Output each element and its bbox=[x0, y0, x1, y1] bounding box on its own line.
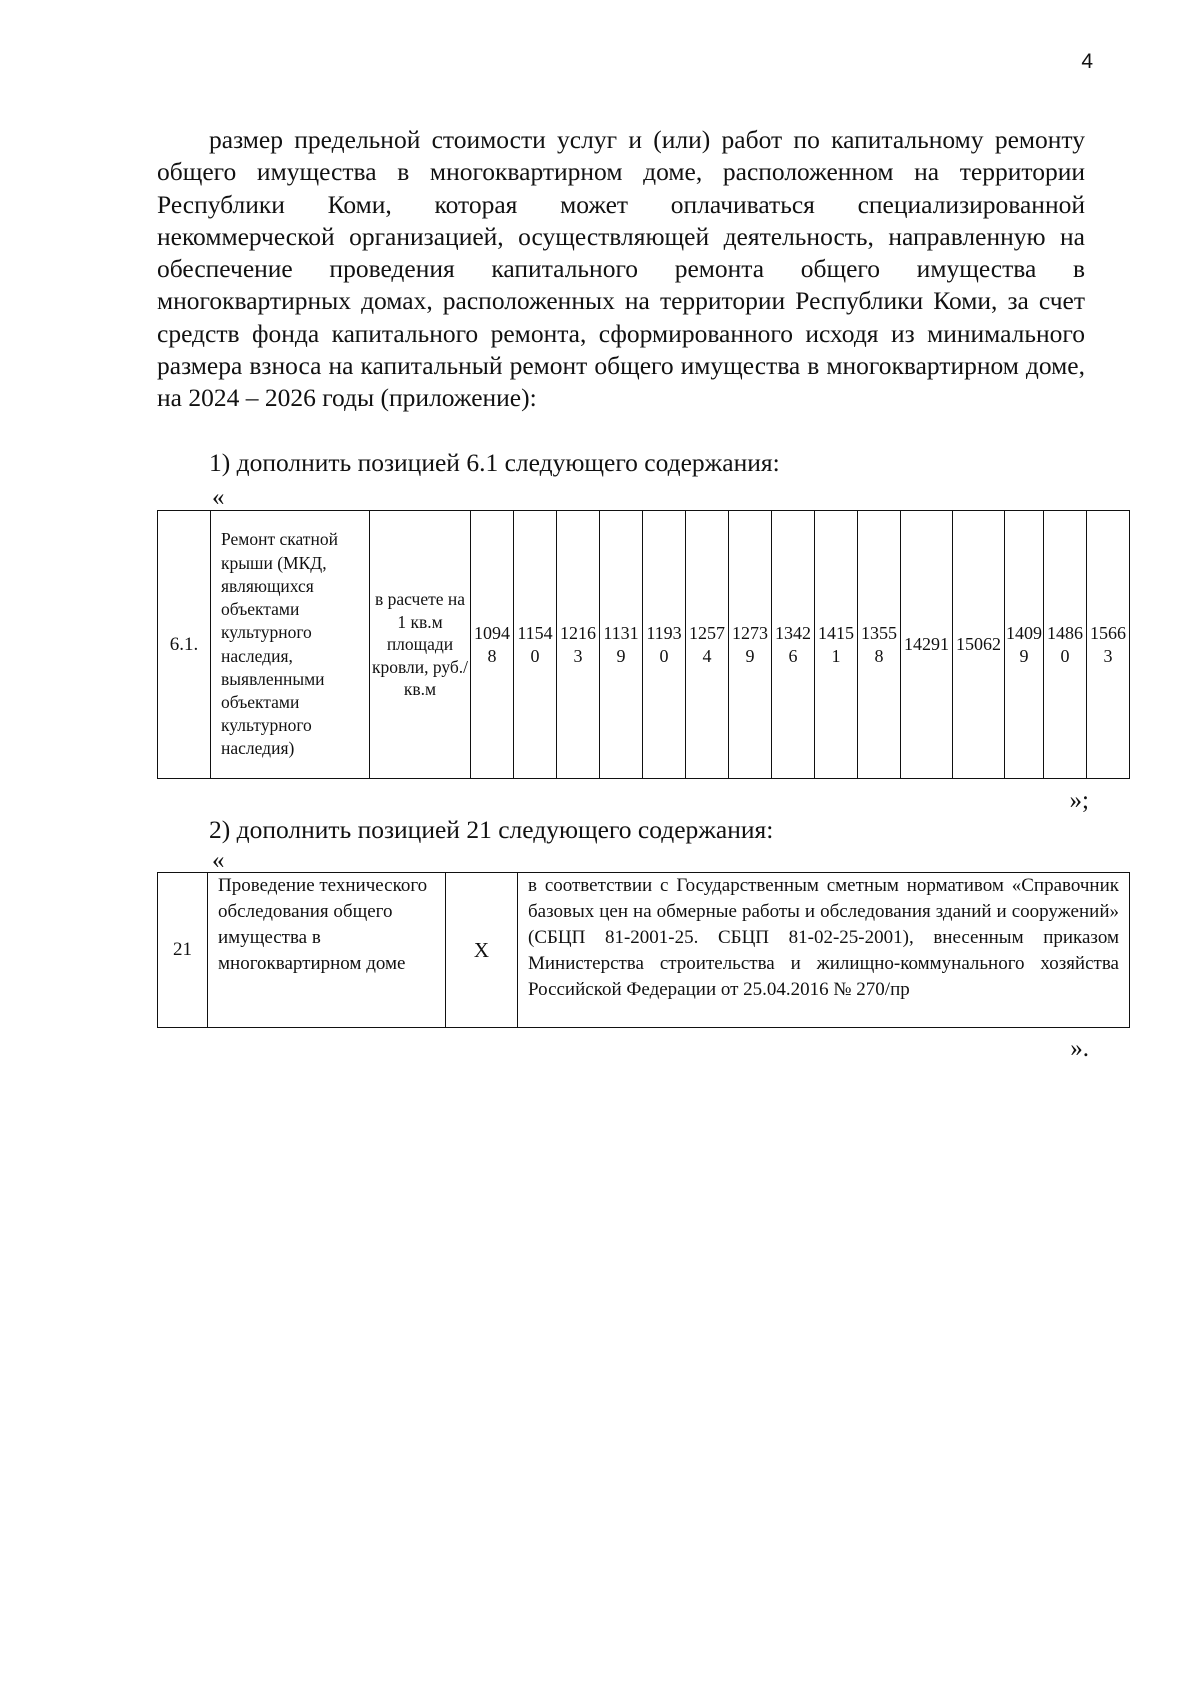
value-cell bbox=[471, 511, 514, 779]
item2-close-quote: ». bbox=[1070, 1035, 1089, 1062]
value-text: 13426 bbox=[775, 622, 811, 666]
value-text: 15663 bbox=[1090, 622, 1126, 666]
value-cell bbox=[901, 511, 953, 779]
item2-text: 2) дополнить позицией 21 следующего содержания: bbox=[209, 815, 774, 844]
value-cell bbox=[686, 511, 729, 779]
value-text: 13558 bbox=[861, 622, 897, 666]
row-name: Проведение технического обследования общего имущества в многоквартирном доме bbox=[208, 873, 446, 1028]
value-text: 14860 bbox=[1047, 622, 1083, 666]
position-21-table bbox=[157, 872, 1130, 1028]
item1-open-quote: « bbox=[212, 484, 225, 511]
value-cell bbox=[953, 511, 1005, 779]
value-text: 11319 bbox=[603, 622, 639, 666]
row-description: в соответствии с Государственным сметным нормативом «Справочник базовых цен на обмерные работы и обследования зданий и сооружений» (СБЦП 81-2001-25. СБЦП 81-02-25-2001), внесенным приказом Министерства строительства и жилищно-коммунального хозяйства Российской Федерации от 25.04.2016 № 270/пр bbox=[518, 873, 1130, 1028]
position-6-1-table bbox=[157, 510, 1130, 779]
value-text: 14099 bbox=[1006, 622, 1042, 666]
value-cell bbox=[600, 511, 643, 779]
intro-paragraph: размер предельной стоимости услуг и (или) работ по капитальному ремонту общего имущества в многоквартирном доме, расположенном на территории Республики Коми, которая может оплачиваться специализированной некоммерческой организацией, осуществляющей деятельность, направленную на обеспечение проведения капитального ремонта общего имущества в многоквартирных домах, расположенных на территории Республики Коми, за счет средств фонда капитального ремонта, сформированного исходя из минимального размера взноса на капитальный ремонт общего имущества в многоквартирном доме, на 2024 – 2026 годы (приложение): bbox=[157, 125, 1085, 413]
row-number: 21 bbox=[158, 873, 208, 1028]
value-text: 14151 bbox=[818, 622, 854, 666]
value-cell bbox=[514, 511, 557, 779]
page-number: 4 bbox=[1081, 50, 1093, 73]
value-cell bbox=[643, 511, 686, 779]
value-text: 12574 bbox=[689, 622, 725, 666]
value-text: 12163 bbox=[560, 622, 596, 666]
item1-close-quote: »; bbox=[1069, 787, 1089, 814]
value-cell bbox=[772, 511, 815, 779]
table-row bbox=[158, 511, 1130, 779]
value-cell bbox=[1005, 511, 1044, 779]
value-text: 11540 bbox=[517, 622, 553, 666]
value-cell bbox=[815, 511, 858, 779]
value-text: 14291 bbox=[904, 634, 949, 654]
row-unit: Х bbox=[446, 873, 518, 1028]
table-row bbox=[158, 873, 1130, 1028]
value-text: 10948 bbox=[474, 622, 510, 666]
row-unit: в расчете на 1 кв.м площади кровли, руб./кв.м bbox=[370, 511, 471, 779]
value-text: 12739 bbox=[732, 622, 768, 666]
value-cell bbox=[1087, 511, 1130, 779]
value-cell bbox=[1044, 511, 1087, 779]
value-cell bbox=[858, 511, 901, 779]
item1-text: 1) дополнить позицией 6.1 следующего содержания: bbox=[209, 448, 780, 477]
row-name: Ремонт скатной крыши (МКД, являющихся объектами культурного наследия, выявленными объектами культурного наследия) bbox=[211, 511, 370, 779]
value-cell bbox=[557, 511, 600, 779]
value-cell bbox=[729, 511, 772, 779]
value-text: 11930 bbox=[646, 622, 682, 666]
item2-open-quote: « bbox=[212, 847, 225, 874]
row-number: 6.1. bbox=[158, 511, 211, 779]
value-text: 15062 bbox=[956, 634, 1001, 654]
